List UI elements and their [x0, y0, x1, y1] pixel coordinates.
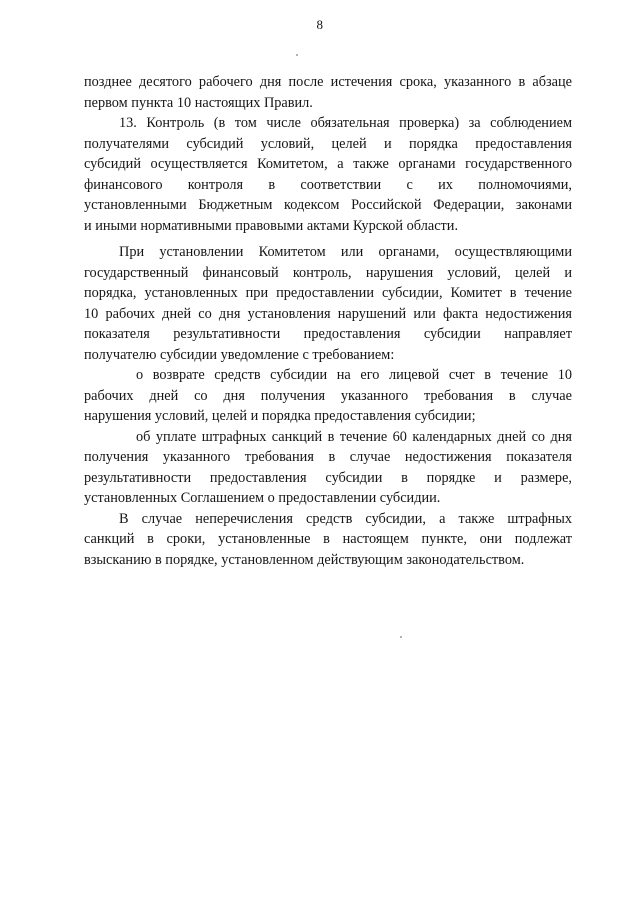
page-number: 8 [316, 17, 324, 32]
text-line: и иными нормативными правовыми актами Курской области. [84, 217, 459, 234]
text-line: установленными Бюджетным кодексом Российской Федерации, законами [84, 197, 572, 213]
text-line: порядка, установленных при предоставлении субсидии, Комитет в течение [84, 285, 572, 301]
text-line: первом пункта 10 настоящих Правил. [84, 94, 313, 111]
document-body [84, 72, 572, 570]
text-line: результативности предоставления субсидии в порядке и размере, [84, 469, 572, 486]
text-line: нарушения условий, целей и порядка предоставления субсидии; [84, 408, 476, 424]
text-line: установленных Соглашением о предоставлении субсидии. [84, 490, 441, 506]
text-line: В случае неперечисления средств субсидии, а также штрафных [119, 510, 572, 527]
text-line: об уплате штрафных санкций в течение 60 календарных дней со дня [136, 428, 572, 445]
text-line: получателю субсидии уведомление с требованием: [84, 346, 395, 363]
text-line: При установлении Комитетом или органами, осуществляющими [119, 244, 572, 260]
text-line: рабочих дней со дня получения указанного требования в случае [84, 387, 572, 404]
text-line: получения указанного требования в случае недостижения показателя [84, 449, 572, 465]
text-line: показателя результативности предоставления субсидии направляет [84, 326, 572, 342]
text-line: позднее десятого рабочего дня после истечения срока, указанного в абзаце [84, 74, 572, 90]
text-line: взысканию в порядке, установленном действующим законодательством. [84, 551, 525, 568]
text-line: 10 рабочих дней со дня установления нарушений или факта недостижения [84, 305, 572, 322]
text-line: субсидий осуществляется Комитетом, а также органами государственного [84, 156, 572, 172]
text-line: 13. Контроль (в том числе обязательная проверка) за соблюдением [119, 115, 572, 131]
text-line: о возврате средств субсидии на его лицевой счет в течение 10 [136, 367, 572, 383]
text-line: государственный финансовый контроль, нарушения условий, целей и [84, 264, 572, 281]
scan-speck [296, 54, 298, 56]
scan-speck [400, 636, 402, 638]
text-line: санкций в сроки, установленные в настоящем пункте, они подлежат [84, 531, 572, 547]
text-line: получателями субсидий условий, целей и порядка предоставления [84, 135, 572, 152]
text-line: финансового контроля в соответствии с их полномочиями, [84, 176, 572, 193]
